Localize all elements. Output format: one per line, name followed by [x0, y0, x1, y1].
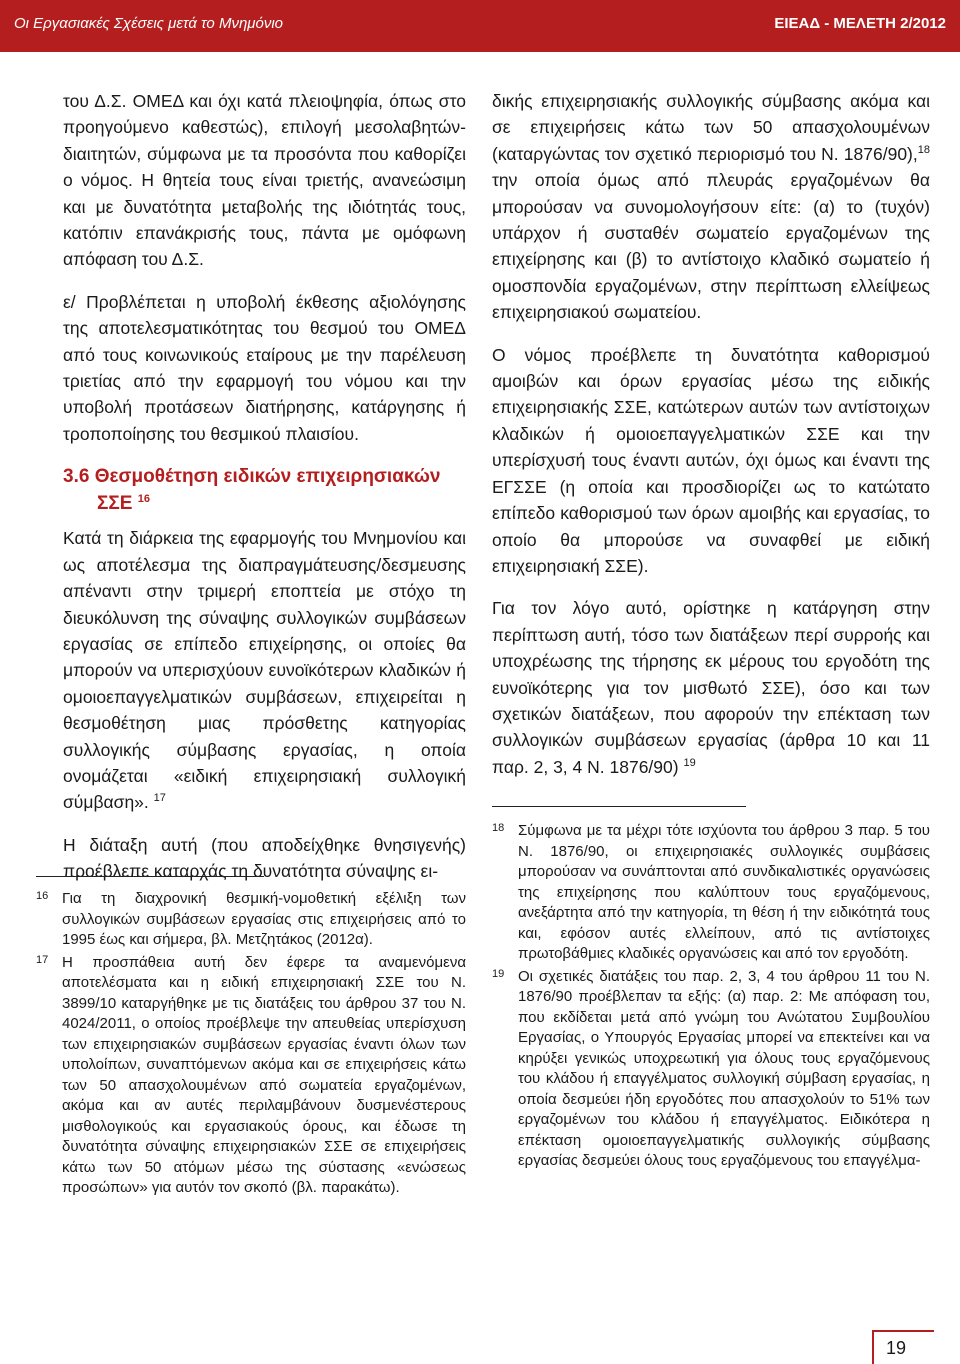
left-paragraph-4: Η διάταξη αυτή (που αποδείχθηκε θνησιγενής) προέβλεπε καταρχάς τη δυνατότητα σύναψης ει- — [63, 834, 466, 882]
left-paragraph-2: ε/ Προβλέπεται η υποβολή έκθεσης αξιολόγησης της αποτελεσματικότητας του θεσμού του ΟΜΕΔ από τους κοινωνικούς εταίρους με την παρέλευση τριετίας από την εφαρμογή του νόμου και την υποβολή προτάσεων διατήρησης, κατάργησης ή τροποποίησης του θεσμικού πλαισίου. — [63, 291, 466, 444]
section-heading-line1: 3.6 Θεσμοθέτηση ειδικών επιχειρησιακών — [63, 466, 441, 488]
footnote-text: Για τη διαχρονική θεσμική-νομοθετική εξέλιξη των συλλογικών συμβάσεων εργασίας στις επιχειρήσεις από το 1995 έως και σήμερα, βλ. Μετζητάκος (2012α). — [62, 890, 466, 948]
right-column — [492, 88, 930, 780]
page-header — [0, 0, 960, 52]
header-title: Οι Εργασιακές Σχέσεις μετά το Μνημόνιο — [14, 15, 284, 32]
footnote-ref-16[interactable]: 16 — [137, 493, 151, 506]
footnote-ref-19[interactable]: 19 — [683, 756, 696, 769]
right-paragraph-1-text-b: την οποία όμως από πλευράς εργαζομένων θα μπορούσαν να συνομολογήσουν είτε: (α) το (τυχόν) υπάρχον ή συσταθέν σωματείο εργαζομένων της επιχείρησης και (β) το αντίστοιχο κλαδικό σωματείο ή ομοσπονδία εργαζομένων, στην περίπτωση ελλείψεως επιχειρησιακού σωματείου. — [492, 170, 930, 323]
footnote-ref-17[interactable]: 17 — [153, 792, 166, 805]
left-footnotes — [36, 876, 466, 1201]
footnote-18 — [492, 821, 930, 965]
footnote-text: Σύμφωνα με τα μέχρι τότε ισχύοντα του άρθρου 3 παρ. 5 του Ν. 1876/90, οι επιχειρησιακές συλλογικές συμβάσεις μπορούσαν να συνάπτονται από συνδικαλιστικές οργανώσεις της επιχείρησης που καλύπτουν τους εργαζόμενους, ανεξάρτητα από την κατηγορία, τη θέση ή την ειδικότητά τους και, εφόσον αυτές ελλείπουν, από τις αντίστοιχες πρωτοβάθμιες κλαδικές οργανώσεις και από τον εργοδότη. — [518, 822, 930, 962]
footnote-ref-18[interactable]: 18 — [917, 143, 930, 156]
footnote-19 — [492, 967, 930, 1172]
footnote-divider — [492, 806, 746, 807]
right-paragraph-3-text: Για τον λόγο αυτό, ορίστηκε η κατάργηση στην περίπτωση αυτή, τόσο των διατάξεων περί συρροής και υποχρέωσης της τήρησης εκ μέρους του εργοδότη της ευνοϊκότερης για τον μισθωτό ΣΣΕ), όσο και των σχετικών διατάξεων, που αφορούν την επέκταση των συλλογικών συμβάσεων εργασίας (άρθρα 10 και 11 παρ. 2, 3, 4 Ν. 1876/90) — [492, 598, 930, 777]
footnote-number: 17 — [36, 953, 49, 966]
left-paragraph-1: του Δ.Σ. ΟΜΕΔ και όχι κατά πλειοψηφία, όπως στο προηγούμενο καθεστώς), επιλογή μεσολαβητών-διαιτητών, σύμφωνα με τα προσόντα που καθορίζει ο νόμος. Η θητεία τους είναι τριετής, ανανεώσιμη και με δυνατότητα μεταβολής της ιδιότητάς τους, κατόπιν επανάκρισής τους, πάντα με ομόφωνη απόφαση του Δ.Σ. — [63, 91, 466, 270]
footnote-divider — [36, 876, 264, 877]
header-series: ΕΙΕΑΔ - ΜΕΛΕΤΗ 2/2012 — [774, 15, 946, 32]
right-paragraph-3 — [492, 595, 930, 780]
right-paragraph-2: Ο νόμος προέβλεπε τη δυνατότητα καθορισμού αμοιβών και όρων εργασίας μέσω της ειδικής επιχειρησιακής ΣΣΕ, κατώτερων αυτών των αντίστοιχων κλαδικών ή ομοιοεπαγγελματικών ΣΣΕ και την υπερίσχυσή τους έναντι αυτών, όχι όμως και έναντι της ΕΓΣΣΕ (η οποία και προσδιορίζει ως το κατώτατο επίπεδο καθορισμού των όρων αμοιβής και εργασίας, το οποίο θα μπορούσε να συναφθεί με ειδική επιχειρησιακή ΣΣΕ). — [492, 344, 930, 576]
footnote-number: 16 — [36, 890, 49, 902]
page-number: 19 — [886, 1338, 907, 1358]
right-paragraph-1 — [492, 88, 930, 326]
footnote-text: Οι σχετικές διατάξεις του παρ. 2, 3, 4 του άρθρου 11 του Ν. 1876/90 προέβλεπαν τα εξής: (α) παρ. 2: Με απόφαση του, που εκδίδεται μετά από γνώμη του Ανώτατου Συμβουλίου Εργασίας, ο Υπουργός Εργασίας μπορεί να επεκτείνει και να κηρύξει γενικώς υποχρεωτική για όλους τους εργαζόμενους του κλάδου ή επαγγέλματος συλλογική σύμβαση εργασίας, η οποία δεσμεύει ήδη εργοδότες που απασχολούν το 51% των εργαζομένων του κλάδου ή επαγγέλματος. Ειδικότερα η επέκταση ομοιοεπαγγελματικής συλλογικής σύμβασης εργασίας δεσμεύει όλους τους εργαζόμενους του επαγγέλμα- — [518, 967, 930, 1169]
right-paragraph-1-text-a: δικής επιχειρησιακής συλλογικής σύμβασης ακόμα και σε επιχειρήσεις κάτω των 50 απασχολουμένων (καταργώντας τον σχετικό περιορισμό του Ν. 1876/90), — [492, 91, 930, 164]
right-footnotes — [492, 806, 930, 1174]
left-paragraph-3 — [63, 525, 466, 815]
section-heading-line2 — [63, 490, 466, 517]
left-paragraph-3-text: Κατά τη διάρκεια της εφαρμογής του Μνημονίου και ως αποτέλεσμα της διαπραγμάτευσης/δεσμευσης απέναντι στην τριμερή εποπτεία με στόχο τη διευκόλυνση της σύναψης συλλογικών συμβάσεων εργασίας σε επίπεδο επιχείρησης, οι οποίες θα μπορούν να υπερισχύουν ευνοϊκότερων κλαδικών ή ομοιοεπαγγελματικών συμβάσεων, επιχειρείται η θεσμοθέτηση μιας πρόσθετης κατηγορίας συλλογικής σύμβασης εργασίας, η οποία ονομάζεται «ειδική επιχειρησιακή συλλογική σύμβαση». — [63, 528, 466, 813]
footnote-number: 18 — [492, 822, 505, 834]
footnote-17 — [36, 953, 466, 1199]
footnote-16 — [36, 889, 466, 951]
footnote-number: 19 — [492, 967, 505, 980]
section-heading-sse: ΣΣΕ — [97, 493, 133, 515]
section-heading — [63, 463, 466, 517]
footnote-text: Η προσπάθεια αυτή δεν έφερε τα αναμενόμενα αποτελέσματα και η ειδική επιχειρησιακή ΣΣΕ του Ν. 3899/10 καταργήθηκε με τις διατάξεις του άρθρου 37 του Ν. 4024/2011, ο οποίος προέβλεψε την απευθείας υπερίσχυση των επιχειρησιακών συμβάσεων εργασίας έναντι όλων των υπολοίπων, συναπτόμενων ακόμα και σε επιχειρήσεις κάτω των 50 απασχολουμένων από σωματεία εργαζομένων, ακόμα και αν αυτές περιλαμβάνουν δυσμενέστερους μισθολογικούς και εργασιακούς όρους, και έδωσε τη δυνατότητα σύναψης επιχειρησιακών ΣΣΕ σε επιχειρήσεις κάτω των 50 ατόμων μέσω της σύστασης «ενώσεως προσώπων» για αυτόν τον σκοπό (βλ. παρακάτω). — [62, 953, 466, 1196]
left-column — [63, 88, 466, 885]
